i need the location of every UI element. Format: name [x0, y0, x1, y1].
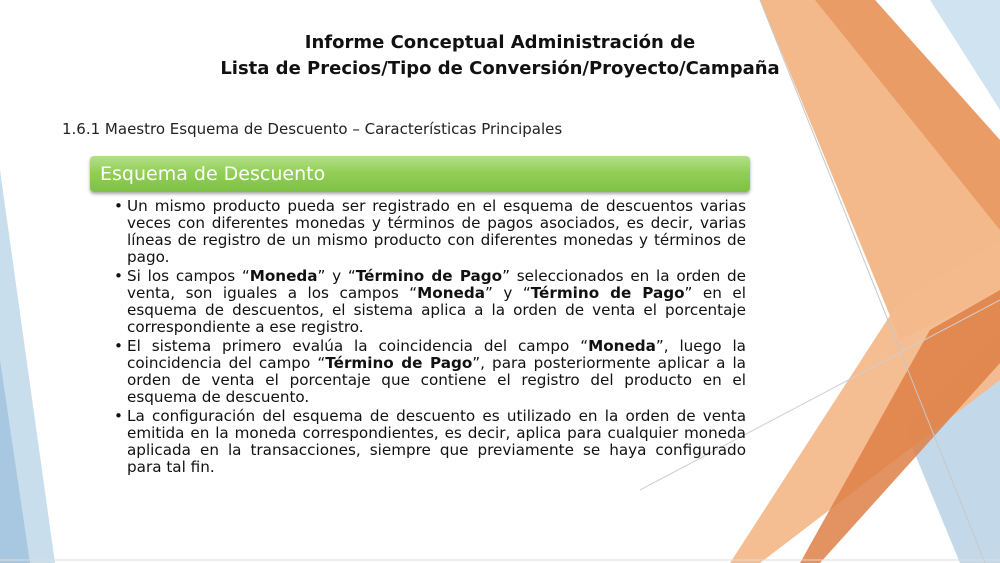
- section-banner: Esquema de Descuento: [90, 156, 750, 192]
- bullet-text: ” seleccionados en la orden de venta, son iguales a los campos “: [127, 267, 746, 302]
- bullet-text: ”, luego la coincidencia del campo “: [127, 337, 746, 372]
- bullet-text: El sistema primero evalúa la coincidencia del campo “: [127, 337, 589, 355]
- section-subtitle: 1.6.1 Maestro Esquema de Descuento – Características Principales: [62, 120, 563, 138]
- bullet-list: [110, 198, 746, 478]
- bullet-item: [110, 408, 746, 476]
- bold-term: Moneda: [588, 337, 656, 355]
- bullet-text: ” en el esquema de descuentos, el sistema aplica a la orden de venta el porcentaje correspondiente a ese registro.: [127, 284, 746, 336]
- bullet-text: ” y “: [484, 284, 531, 302]
- bullet-text: ”, para posteriormente aplicar a la orden de venta el porcentaje que contiene el registro del producto en el esquema de descuento.: [127, 354, 746, 406]
- title-line-2: Lista de Precios/Tipo de Conversión/Proyecto/Campaña: [220, 58, 780, 79]
- title-line-1: Informe Conceptual Administración de: [304, 32, 696, 53]
- bold-term: Término de Pago: [530, 284, 685, 302]
- bullet-item: [110, 198, 746, 266]
- bullet-item: [110, 268, 746, 336]
- bullet-text: ” y “: [317, 267, 356, 285]
- slide-title: [200, 30, 800, 82]
- bold-term: Moneda: [249, 267, 318, 285]
- bold-term: Término de Pago: [325, 354, 473, 372]
- bold-term: Término de Pago: [355, 267, 503, 285]
- bullet-text: La configuración del esquema de descuento es utilizado en la orden de venta emitida en la moneda correspondientes, es decir, aplica para cualquier moneda aplicada en la transacciones, siempre que previamente se haya configurado para tal fin.: [127, 407, 746, 476]
- bullet-text: Si los campos “: [127, 267, 250, 285]
- bold-term: Moneda: [417, 284, 485, 302]
- bullet-text: Un mismo producto pueda ser registrado en el esquema de descuentos varias veces con diferentes monedas y términos de pagos asociados, es decir, varias líneas de registro de un mismo producto con diferentes monedas y términos de pago.: [127, 197, 746, 266]
- bullet-item: [110, 338, 746, 406]
